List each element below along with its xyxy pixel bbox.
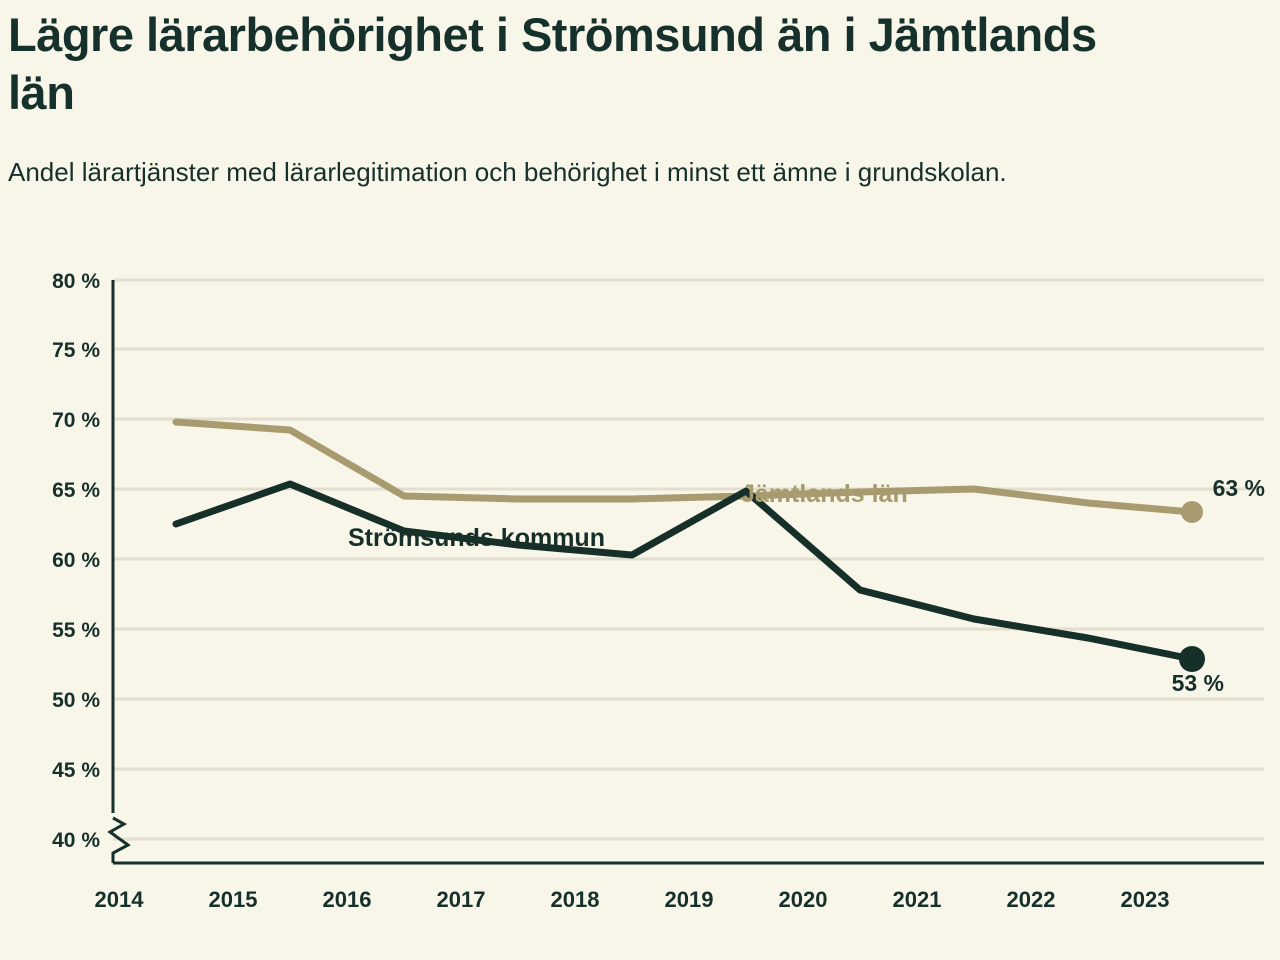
y-tick-label: 55 % (52, 619, 100, 642)
x-tick-label: 2023 (1120, 887, 1170, 912)
x-axis-labels (95, 887, 1170, 912)
x-tick-label: 2019 (664, 887, 714, 912)
x-tick-label: 2015 (208, 887, 258, 912)
x-tick-label: 2016 (322, 887, 372, 912)
y-tick-label: 50 % (52, 689, 100, 712)
y-tick-label: 60 % (52, 549, 100, 572)
y-tick-label: 65 % (52, 479, 100, 502)
line-chart (0, 248, 1280, 960)
x-tick-label: 2014 (94, 887, 144, 912)
x-tick-label: 2017 (436, 887, 486, 912)
y-tick-label: 80 % (52, 270, 100, 293)
y-tick-label: 75 % (52, 339, 100, 362)
x-tick-label: 2022 (1006, 887, 1056, 912)
page-subtitle: Andel lärartjänster med lärarlegitimation och behörighet i minst ett ämne i grundskolan. (8, 157, 1007, 187)
x-tick-label: 2020 (778, 887, 828, 912)
series-endpoint-stromsund (1179, 646, 1205, 672)
x-tick-label: 2021 (892, 887, 942, 912)
gridlines (113, 280, 1264, 839)
series-endpoint-jamtland (1181, 501, 1203, 523)
value-label-stromsund: 53 % (1171, 670, 1224, 696)
series-line-stromsund (176, 484, 1192, 659)
chart-svg (0, 248, 1280, 960)
x-tick-label: 2018 (550, 887, 600, 912)
y-tick-label: 45 % (52, 759, 100, 782)
axis-lines (110, 280, 1264, 863)
y-tick-label: 40 % (52, 829, 100, 852)
y-axis-labels (52, 270, 100, 852)
series-label-jamtland: Jämtlands län (741, 480, 908, 508)
y-tick-label: 70 % (52, 409, 100, 432)
page-title: Lägre lärarbehörighet i Strömsund än i Jämtlands län (8, 8, 1097, 119)
series-label-stromsund: Strömsunds kommun (348, 524, 605, 552)
value-label-jamtland: 63 % (1212, 475, 1265, 501)
